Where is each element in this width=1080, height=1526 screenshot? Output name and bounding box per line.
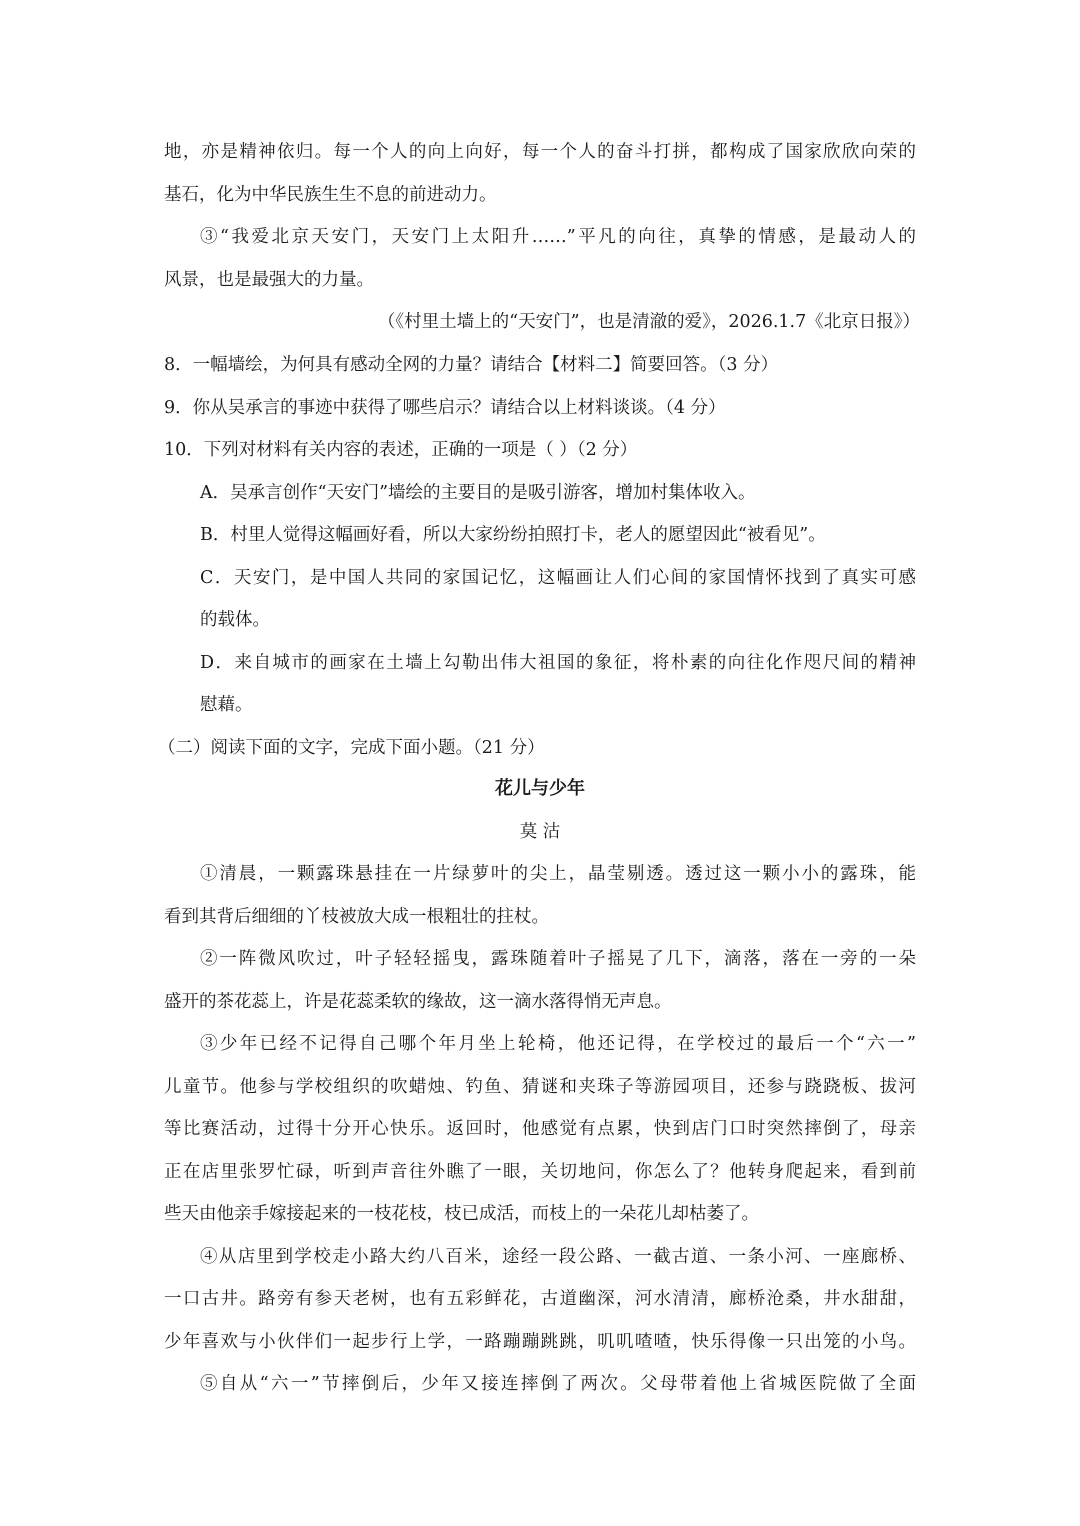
material-line-3: ③“我爱北京天安门，天安门上太阳升……”平凡的向往，真挚的情感，是最动人的 — [200, 227, 916, 247]
para4-line-2: 一口古井。路旁有参天老树，也有五彩鲜花，古道幽深，河水清清，廊桥沧桑，井水甜甜， — [164, 1289, 916, 1309]
option-c-line-2: 的载体。 — [200, 610, 270, 630]
option-b: B．村里人觉得这幅画好看，所以大家纷纷拍照打卡，老人的愿望因此“被看见”。 — [200, 525, 826, 545]
para3-line-2: 儿童节。他参与学校组织的吹蜡烛、钓鱼、猜谜和夹珠子等游园项目，还参与跷跷板、拔河 — [164, 1077, 916, 1097]
question-8: 8．一幅墙绘，为何具有感动全网的力量？请结合【材料二】简要回答。（3 分） — [164, 355, 779, 375]
option-d-line-2: 慰藉。 — [200, 695, 253, 715]
material-line-4: 风景，也是最强大的力量。 — [164, 270, 374, 290]
material-line-2: 基石，化为中华民族生生不息的前进动力。 — [164, 185, 497, 205]
article-title: 花儿与少年 — [495, 778, 585, 799]
question-9: 9．你从吴承言的事迹中获得了哪些启示？请结合以上材料谈谈。（4 分） — [164, 398, 726, 418]
para4-line-3: 少年喜欢与小伙伴们一起步行上学，一路蹦蹦跳跳，叽叽喳喳，快乐得像一只出笼的小鸟。 — [164, 1332, 916, 1352]
para4-line-1: ④从店里到学校走小路大约八百米，途经一段公路、一截古道、一条小河、一座廊桥、 — [200, 1247, 916, 1267]
para5-line-1: ⑤自从“六一”节摔倒后，少年又接连摔倒了两次。父母带着他上省城医院做了全面 — [200, 1374, 916, 1394]
section2-heading: （二）阅读下面的文字，完成下面小题。（21 分） — [158, 738, 545, 758]
article-author: 莫 沽 — [519, 822, 561, 842]
para3-line-4: 正在店里张罗忙碌，听到声音往外瞧了一眼，关切地问，你怎么了？他转身爬起来，看到前 — [164, 1162, 916, 1182]
material-line-1: 地，亦是精神依归。每一个人的向上向好，每一个人的奋斗打拼，都构成了国家欣欣向荣的 — [164, 142, 916, 162]
para1-line-2: 看到其背后细细的丫枝被放大成一根粗壮的拄杖。 — [164, 907, 549, 927]
para2-line-2: 盛开的茶花蕊上，许是花蕊柔软的缘故，这一滴水落得悄无声息。 — [164, 992, 672, 1012]
para3-line-5: 些天由他亲手嫁接起来的一枝花枝，枝已成活，而枝上的一朵花儿却枯萎了。 — [164, 1204, 759, 1224]
option-c-line-1: C．天安门，是中国人共同的家国记忆，这幅画让人们心间的家国情怀找到了真实可感 — [200, 568, 916, 588]
para2-line-1: ②一阵微风吹过，叶子轻轻摇曳，露珠随着叶子摇晃了几下，滴落，落在一旁的一朵 — [200, 949, 916, 969]
para3-line-1: ③少年已经不记得自己哪个年月坐上轮椅，他还记得，在学校过的最后一个“六一” — [200, 1034, 916, 1054]
option-a: A．吴承言创作“天安门”墙绘的主要目的是吸引游客，增加村集体收入。 — [200, 483, 756, 503]
question-10: 10．下列对材料有关内容的表述，正确的一项是（ ）（2 分） — [164, 440, 638, 460]
para3-line-3: 等比赛活动，过得十分开心快乐。返回时，他感觉有点累，快到店门口时突然摔倒了，母亲 — [164, 1119, 916, 1139]
material-source: （《村里土墙上的“天安门”，也是清澈的爱》，2026.1.7《北京日报》） — [377, 312, 920, 332]
para1-line-1: ①清晨，一颗露珠悬挂在一片绿萝叶的尖上，晶莹剔透。透过这一颗小小的露珠，能 — [200, 864, 916, 884]
option-d-line-1: D．来自城市的画家在土墙上勾勒出伟大祖国的象征，将朴素的向往化作咫尺间的精神 — [200, 653, 916, 673]
